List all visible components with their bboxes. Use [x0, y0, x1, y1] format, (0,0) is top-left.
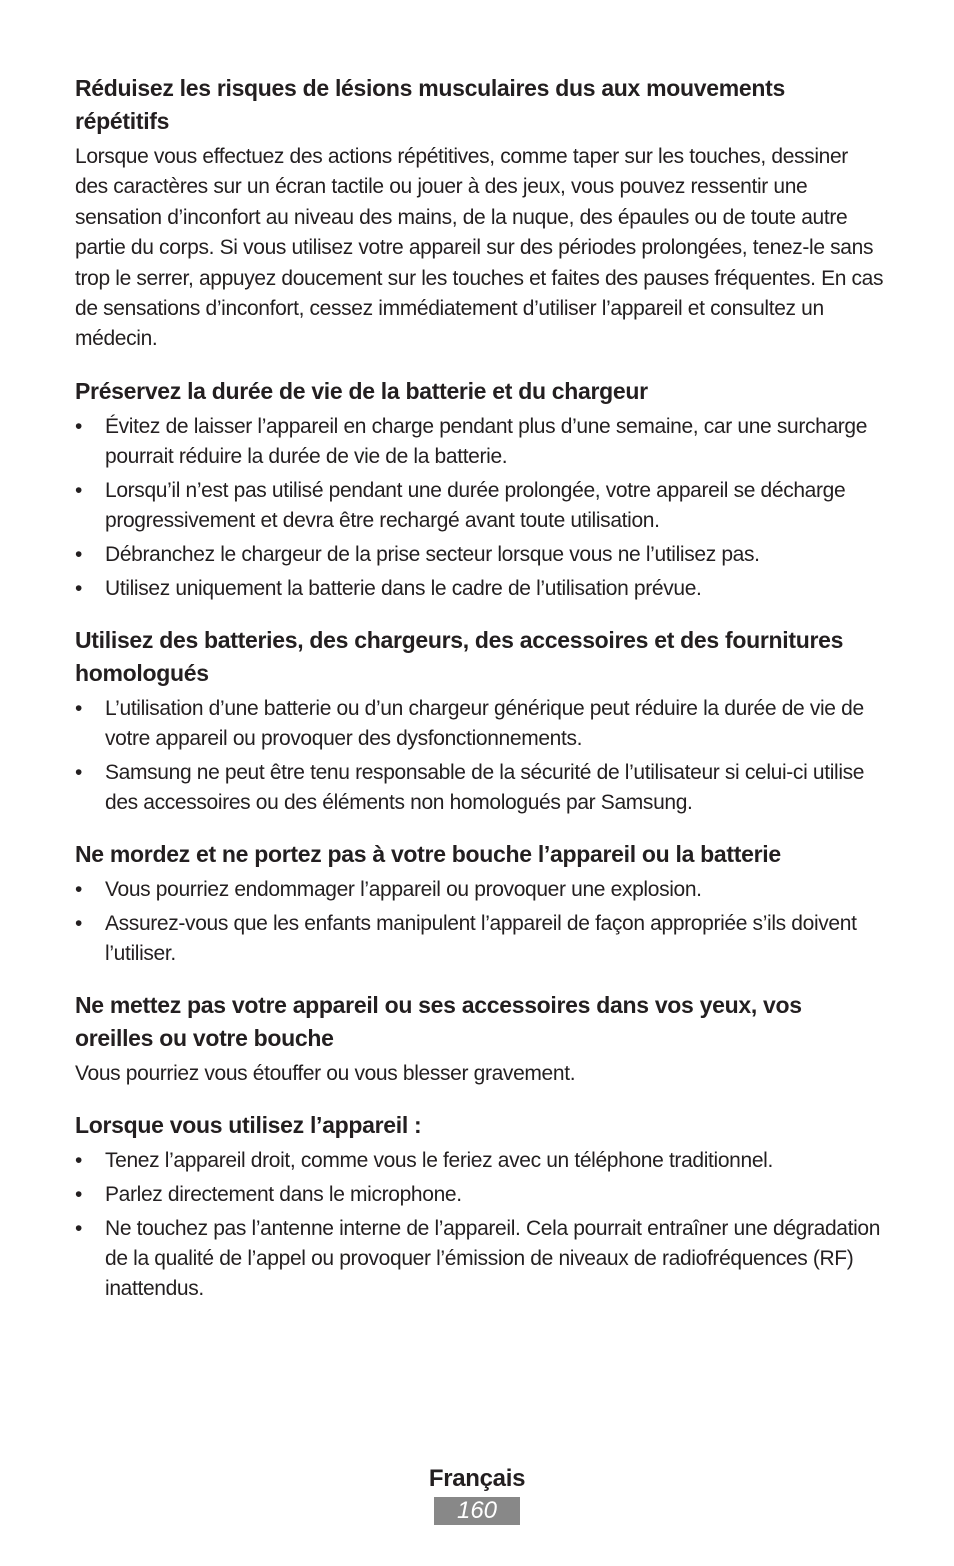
list-item-text: Lorsqu’il n’est pas utilisé pendant une durée prolongée, votre appareil se décharge progressivement et devra être rechargé avant toute utilisation.: [105, 478, 846, 532]
footer-language: Français: [428, 1465, 526, 1492]
list-item-text: Évitez de laisser l’appareil en charge pendant plus d’une semaine, car une surcharge pourrait réduire la durée de vie de la batterie.: [105, 414, 868, 468]
list-item: [75, 540, 885, 570]
list-item: [75, 476, 885, 536]
bullet-icon: •: [75, 1183, 83, 1207]
list-item: [75, 909, 885, 969]
list-item: [75, 574, 885, 604]
list-item: [75, 1214, 885, 1304]
list-item-text: L’utilisation d’une batterie ou d’un chargeur générique peut réduire la durée de vie de votre appareil ou provoquer des dysfonctionnements.: [105, 696, 864, 750]
list-item-text: Débranchez le chargeur de la prise secteur lorsque vous ne l’utilisez pas.: [105, 542, 760, 566]
list-item: [75, 1146, 885, 1176]
bullet-icon: •: [75, 542, 83, 566]
list-item-text: Vous pourriez endommager l’appareil ou provoquer une explosion.: [105, 877, 702, 901]
list-item-text: Tenez l’appareil droit, comme vous le feriez avec un téléphone traditionnel.: [105, 1149, 773, 1173]
section-paragraph: Lorsque vous effectuez des actions répétitives, comme taper sur les touches, dessiner des caractères sur un écran tactile ou jouer à des jeux, vous pouvez ressentir une sensation d’inconfort au niveau des mains, de la nuque, des épaules ou de toute autre partie du corps. Si vous utilisez votre appareil sur des périodes prolongées, tenez-le sans trop le serrer, appuyez doucement sur les touches et faites des pauses fréquentes. En cas de sensations d’inconfort, cessez immédiatement d’utiliser l’appareil et consultez un médecin.: [75, 145, 884, 351]
bullet-icon: •: [75, 696, 83, 720]
bullet-icon: •: [75, 414, 83, 438]
bullet-list: [75, 412, 885, 604]
section-do-not-bite: [75, 838, 885, 969]
bullet-icon: •: [75, 1149, 83, 1173]
section-heading: Utilisez des batteries, des chargeurs, des accessoires et des fournitures homologués: [75, 626, 844, 686]
bullet-icon: •: [75, 576, 83, 600]
bullet-list: [75, 1146, 885, 1304]
bullet-icon: •: [75, 760, 83, 784]
bullet-icon: •: [75, 1217, 83, 1241]
list-item: [75, 1180, 885, 1210]
list-item-text: Assurez-vous que les enfants manipulent l’appareil de façon appropriée s’ils doivent l’utiliser.: [105, 911, 857, 965]
page-footer: [0, 1463, 954, 1525]
section-eyes-ears-mouth: [75, 989, 885, 1089]
section-heading: Réduisez les risques de lésions musculaires dus aux mouvements répétitifs: [75, 75, 786, 134]
list-item-text: Samsung ne peut être tenu responsable de la sécurité de l’utilisateur si celui-ci utilise des accessoires ou des éléments non homologués par Samsung.: [105, 760, 865, 814]
list-item: [75, 758, 885, 818]
page-number: 160: [434, 1497, 520, 1525]
bullet-icon: •: [75, 478, 83, 502]
section-muscle-strain: [75, 72, 885, 355]
bullet-list: [75, 875, 885, 969]
section-heading: Lorsque vous utilisez l’appareil :: [75, 1112, 422, 1139]
list-item: [75, 412, 885, 472]
list-item-text: Utilisez uniquement la batterie dans le cadre de l’utilisation prévue.: [105, 576, 702, 600]
section-battery-life: [75, 375, 885, 604]
section-paragraph: Vous pourriez vous étouffer ou vous blesser gravement.: [75, 1061, 576, 1085]
section-heading: Ne mordez et ne portez pas à votre bouche l’appareil ou la batterie: [75, 840, 781, 867]
list-item: [75, 694, 885, 754]
section-heading: Ne mettez pas votre appareil ou ses accessoires dans vos yeux, vos oreilles ou votre bouche: [75, 991, 802, 1051]
list-item: [75, 875, 885, 905]
bullet-icon: •: [75, 877, 83, 901]
list-item-text: Ne touchez pas l’antenne interne de l’appareil. Cela pourrait entraîner une dégradation de la qualité de l’appel ou provoquer l’émission de niveaux de radiofréquences (RF) inattendus.: [105, 1217, 881, 1301]
section-using-device: [75, 1109, 885, 1304]
list-item-text: Parlez directement dans le microphone.: [105, 1183, 462, 1207]
document-body: [75, 72, 885, 1324]
bullet-icon: •: [75, 911, 83, 935]
bullet-list: [75, 694, 885, 818]
section-approved-accessories: [75, 624, 885, 818]
section-heading: Préservez la durée de vie de la batterie et du chargeur: [75, 377, 648, 404]
